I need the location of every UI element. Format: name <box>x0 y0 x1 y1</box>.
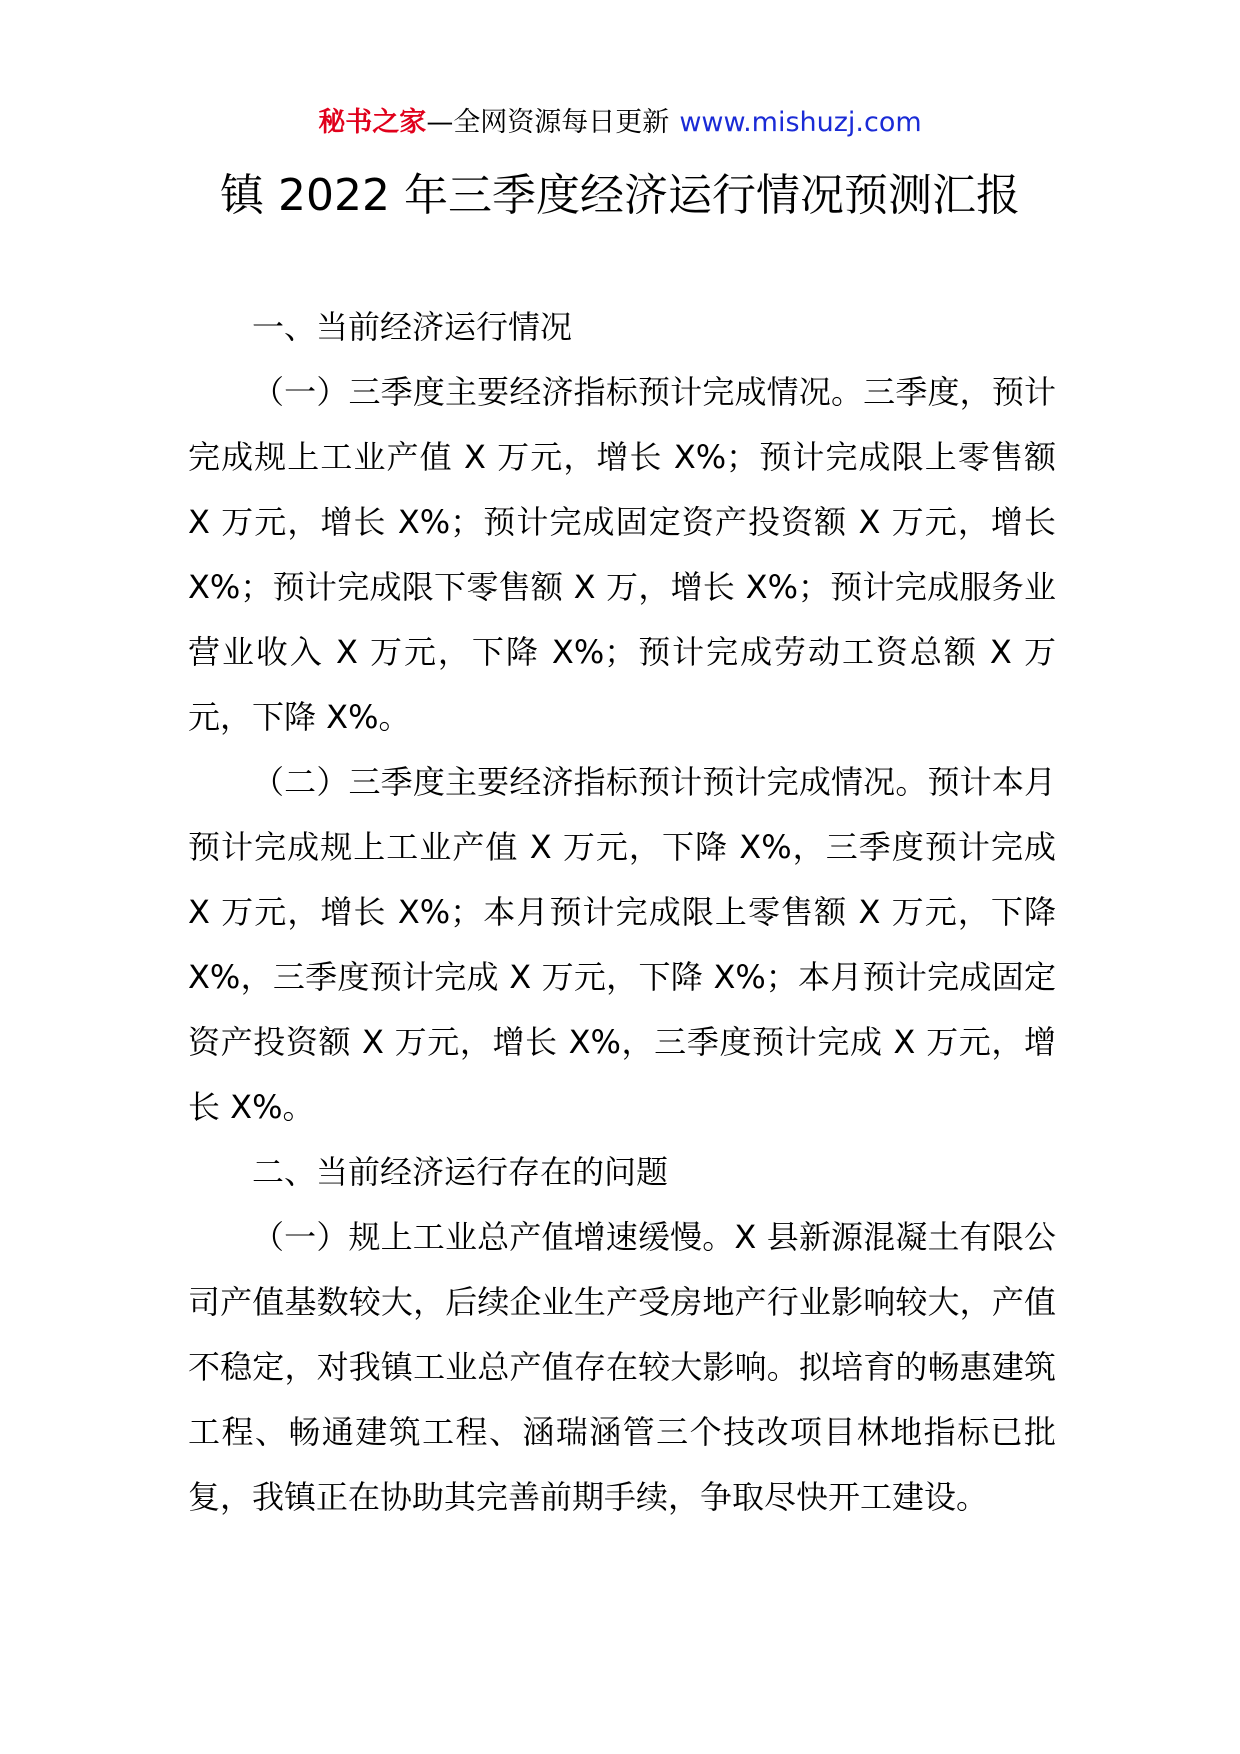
paragraph-2-1: （一）规上工业总产值增速缓慢。X 县新源混凝土有限公司产值基数较大，后续企业生产受房地产行业影响较大，产值不稳定，对我镇工业总产值存在较大影响。拟培育的畅惠建筑工程、畅通建筑工程、涵瑞涵管三个技改项目林地指标已批复，我镇正在协助其完善前期手续，争取尽快开工建设。 <box>188 1218 1056 1516</box>
paragraph-1-2: （二）三季度主要经济指标预计预计完成情况。预计本月预计完成规上工业产值 X 万元，下降 X%，三季度预计完成 X 万元，增长 X%；本月预计完成限上零售额 X 万元，下降 X%，三季度预计完成 X 万元，下降 X%；本月预计完成固定资产投资额 X 万元，增长 X%，三季度预计完成 X 万元，增长 X%。 <box>188 763 1056 1126</box>
paragraph-1-1: （一）三季度主要经济指标预计完成情况。三季度，预计完成规上工业产值 X 万元，增长 X%；预计完成限上零售额 X 万元，增长 X%；预计完成固定资产投资额 X 万元，增长 X%；预计完成限下零售额 X 万，增长 X%；预计完成服务业营业收入 X 万元，下降 X%；预计完成劳动工资总额 X 万元，下降 X%。 <box>188 373 1056 736</box>
banner-tagline: —全网资源每日更新 <box>426 107 670 138</box>
source-banner <box>0 103 1240 143</box>
document-title: 镇 2022 年三季度经济运行情况预测汇报 <box>220 170 1020 221</box>
section-heading-1: 一、当前经济运行情况 <box>252 308 573 346</box>
document-body <box>188 295 1056 1530</box>
section-heading-2: 二、当前经济运行存在的问题 <box>252 1153 669 1191</box>
website-link[interactable]: www.mishuzj.com <box>679 107 922 138</box>
brand-name: 秘书之家 <box>318 107 427 138</box>
